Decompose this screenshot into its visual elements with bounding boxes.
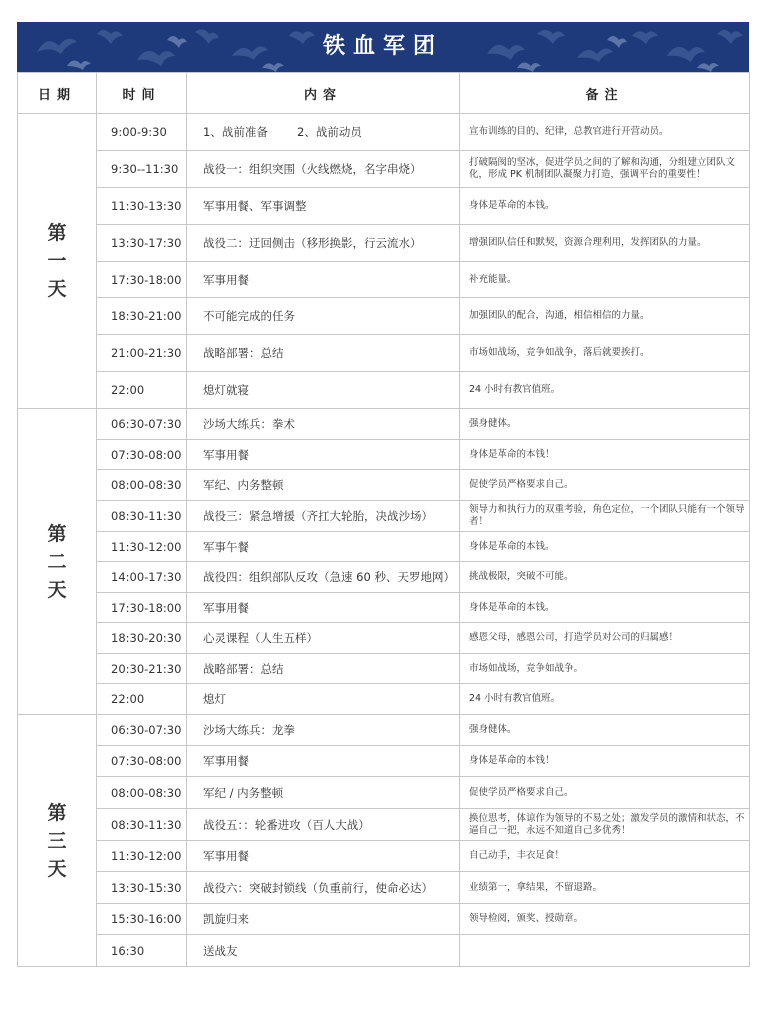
content-cell: 军事用餐 <box>187 746 460 777</box>
table-row <box>18 904 750 935</box>
content-cell: 沙场大练兵：拳术 <box>187 409 460 440</box>
note-cell: 领导力和执行力的双重考验，角色定位，一个团队只能有一个领导者！ <box>460 501 750 532</box>
note-cell: 身体是革命的本钱。 <box>460 188 750 225</box>
content-cell: 不可能完成的任务 <box>187 298 460 335</box>
note-cell: 促使学员严格要求自己。 <box>460 470 750 501</box>
note-cell: 身体是革命的本钱！ <box>460 440 750 470</box>
time-cell: 07:30-08:00 <box>97 440 187 470</box>
time-cell: 21:00-21:30 <box>97 335 187 372</box>
table-row <box>18 809 750 841</box>
content-cell: 战役一：组织突围（火线燃烧，名字串烧） <box>187 151 460 188</box>
table-row <box>18 593 750 623</box>
header-note: 备注 <box>460 73 750 114</box>
time-cell: 18:30-21:00 <box>97 298 187 335</box>
note-cell: 强身健体。 <box>460 409 750 440</box>
note-cell: 身体是革命的本钱。 <box>460 593 750 623</box>
time-cell: 11:30-12:00 <box>97 841 187 872</box>
note-cell: 宣布训练的目的、纪律，总教官进行开营动员。 <box>460 114 750 151</box>
table-row <box>18 262 750 298</box>
table-row <box>18 151 750 188</box>
note-cell: 业绩第一，拿结果，不留退路。 <box>460 872 750 904</box>
time-cell: 06:30-07:30 <box>97 409 187 440</box>
page-title: 铁血军团 <box>322 34 443 59</box>
table-row <box>18 841 750 872</box>
note-cell: 领导检阅，颁奖、授勋章。 <box>460 904 750 935</box>
time-cell: 11:30-13:30 <box>97 188 187 225</box>
time-cell: 18:30-20:30 <box>97 623 187 654</box>
content-cell: 熄灯 <box>187 684 460 715</box>
table-row <box>18 335 750 372</box>
content-cell: 军纪、内务整顿 <box>187 470 460 501</box>
table-row <box>18 225 750 262</box>
content-cell: 军事用餐 <box>187 841 460 872</box>
time-cell: 06:30-07:30 <box>97 715 187 746</box>
table-row <box>18 872 750 904</box>
time-cell: 07:30-08:00 <box>97 746 187 777</box>
time-cell: 14:00-17:30 <box>97 562 187 593</box>
table-row <box>18 532 750 562</box>
time-cell: 08:30-11:30 <box>97 809 187 841</box>
note-cell: 挑战极限，突破不可能。 <box>460 562 750 593</box>
note-cell: 24 小时有教官值班。 <box>460 684 750 715</box>
time-cell: 08:00-08:30 <box>97 470 187 501</box>
content-cell: 战役五：：轮番进攻（百人大战） <box>187 809 460 841</box>
note-cell: 身体是革命的本钱！ <box>460 746 750 777</box>
time-cell: 22:00 <box>97 372 187 409</box>
table-row <box>18 470 750 501</box>
day-cell <box>18 114 97 409</box>
time-cell: 16:30 <box>97 935 187 967</box>
content-cell: 战役三：紧急增援（齐扛大轮胎，决战沙场） <box>187 501 460 532</box>
table-row <box>18 409 750 440</box>
day-cell <box>18 715 97 967</box>
table-row <box>18 114 750 151</box>
content-cell: 送战友 <box>187 935 460 967</box>
time-cell: 17:30-18:00 <box>97 262 187 298</box>
note-cell: 换位思考，体谅作为领导的不易之处；激发学员的激情和状态，不逼自己一把，永远不知道自己多优秀！ <box>460 809 750 841</box>
day-label: 第 二 天 <box>47 522 67 601</box>
note-cell: 身体是革命的本钱。 <box>460 532 750 562</box>
table-row <box>18 715 750 746</box>
schedule-sheet <box>17 22 749 967</box>
time-cell: 08:00-08:30 <box>97 777 187 809</box>
time-cell: 08:30-11:30 <box>97 501 187 532</box>
content-cell: 心灵课程（人生五样） <box>187 623 460 654</box>
note-cell: 促使学员严格要求自己。 <box>460 777 750 809</box>
note-cell: 24 小时有教官值班。 <box>460 372 750 409</box>
schedule-table <box>17 72 750 967</box>
content-cell: 战略部署：总结 <box>187 654 460 684</box>
header-date: 日期 <box>18 73 97 114</box>
note-cell: 自己动手，丰衣足食！ <box>460 841 750 872</box>
header-content: 内容 <box>187 73 460 114</box>
table-row <box>18 188 750 225</box>
header-time: 时间 <box>97 73 187 114</box>
table-row <box>18 562 750 593</box>
content-cell: 战役二：迂回侧击（移形换影，行云流水） <box>187 225 460 262</box>
table-row <box>18 684 750 715</box>
time-cell: 20:30-21:30 <box>97 654 187 684</box>
time-cell: 11:30-12:00 <box>97 532 187 562</box>
content-cell: 军事用餐 <box>187 262 460 298</box>
content-cell: 1、战前准备 2、战前动员 <box>187 114 460 151</box>
content-cell: 军事用餐 <box>187 440 460 470</box>
content-cell: 战役六：突破封锁线（负重前行，使命必达） <box>187 872 460 904</box>
content-cell: 军事用餐、军事调整 <box>187 188 460 225</box>
content-cell: 军事午餐 <box>187 532 460 562</box>
content-cell: 沙场大练兵：龙拳 <box>187 715 460 746</box>
table-row <box>18 501 750 532</box>
time-cell: 13:30-17:30 <box>97 225 187 262</box>
note-cell <box>460 935 750 967</box>
table-row <box>18 935 750 967</box>
note-cell: 感恩父母，感恩公司，打造学员对公司的归属感！ <box>460 623 750 654</box>
day-label: 第 一 天 <box>47 222 67 300</box>
time-cell: 22:00 <box>97 684 187 715</box>
content-cell: 凯旋归来 <box>187 904 460 935</box>
note-cell: 补充能量。 <box>460 262 750 298</box>
content-cell: 军事用餐 <box>187 593 460 623</box>
table-row <box>18 654 750 684</box>
note-cell: 加强团队的配合，沟通，相信相信的力量。 <box>460 298 750 335</box>
table-row <box>18 298 750 335</box>
time-cell: 15:30-16:00 <box>97 904 187 935</box>
table-row <box>18 623 750 654</box>
time-cell: 9:00-9:30 <box>97 114 187 151</box>
note-cell: 强身健体。 <box>460 715 750 746</box>
time-cell: 17:30-18:00 <box>97 593 187 623</box>
schedule-body <box>18 114 750 967</box>
table-row <box>18 777 750 809</box>
day-label: 第 三 天 <box>47 801 67 880</box>
note-cell: 市场如战场，竞争如战争。 <box>460 654 750 684</box>
content-cell: 熄灯就寝 <box>187 372 460 409</box>
content-cell: 战略部署：总结 <box>187 335 460 372</box>
table-row <box>18 746 750 777</box>
table-header-row <box>18 73 750 114</box>
content-cell: 战役四：组织部队反攻（急速 60 秒、天罗地网） <box>187 562 460 593</box>
note-cell: 打破隔阂的坚冰，促进学员之间的了解和沟通，分组建立团队文化，形成 PK 机制团队凝聚力打造，强调平台的重要性！ <box>460 151 750 188</box>
table-row <box>18 440 750 470</box>
day-cell <box>18 409 97 715</box>
content-cell: 军纪 / 内务整顿 <box>187 777 460 809</box>
note-cell: 市场如战场，竞争如战争，落后就要挨打。 <box>460 335 750 372</box>
title-banner <box>17 22 749 72</box>
time-cell: 13:30-15:30 <box>97 872 187 904</box>
table-row <box>18 372 750 409</box>
time-cell: 9:30--11:30 <box>97 151 187 188</box>
note-cell: 增强团队信任和默契，资源合理利用，发挥团队的力量。 <box>460 225 750 262</box>
